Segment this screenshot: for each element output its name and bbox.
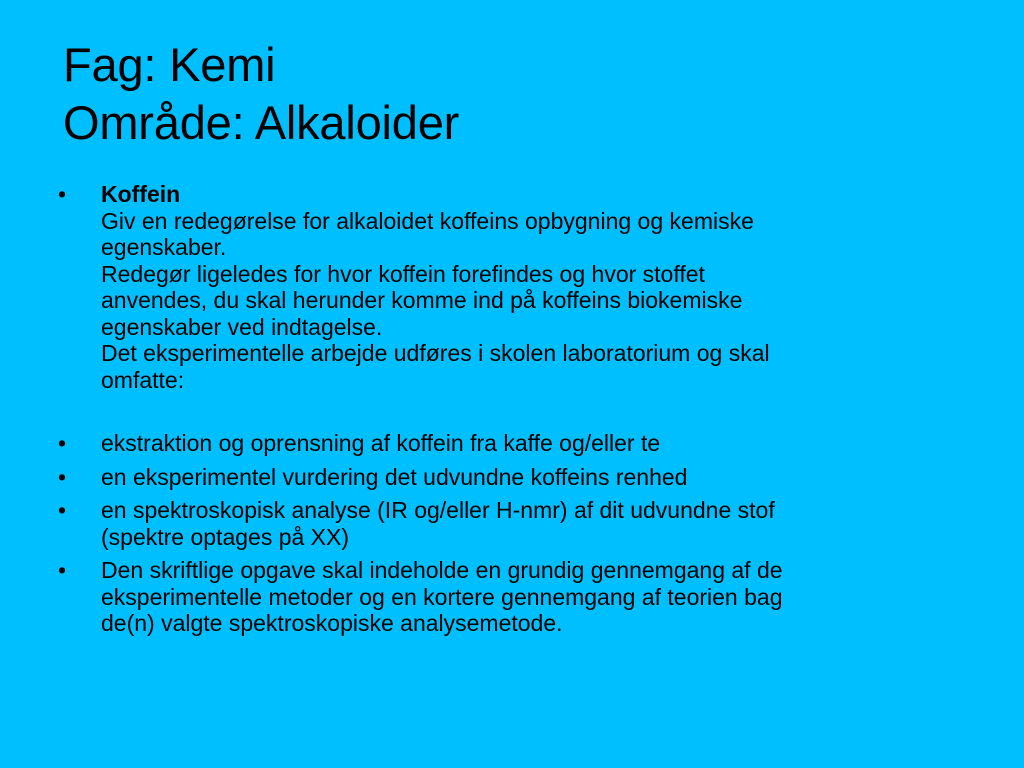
bullet-marker: • (58, 557, 67, 583)
list-item-text (101, 497, 958, 550)
title-subject: Fag: Kemi (63, 38, 276, 91)
slide-content (58, 181, 958, 644)
intro-heading: Koffein (101, 181, 181, 207)
title-area: Område: Alkaloider (63, 96, 460, 149)
bullet-marker: • (58, 463, 67, 490)
bullet-marker: • (58, 497, 67, 523)
bullet-marker: • (58, 430, 67, 456)
list-item-line: ekstraktion og oprensning af koffein fra kaffe og/eller te (101, 430, 661, 456)
intro-line: anvendes, du skal herunder komme ind på koffeins biokemiske (101, 287, 743, 313)
bullet-marker: • (58, 181, 67, 207)
list-item-line: de(n) valgte spektroskopiske analysemetode. (101, 610, 563, 636)
list-item (58, 464, 958, 491)
list-item-text (101, 430, 958, 457)
list-item (58, 497, 958, 550)
intro-line: Det eksperimentelle arbejde udføres i skolen laboratorium og skal (101, 340, 770, 366)
intro-line: egenskaber ved indtagelse. (101, 313, 383, 340)
intro-line: Giv en redegørelse for alkaloidet koffeins opbygning og kemiske (101, 207, 754, 234)
intro-text (101, 181, 958, 393)
intro-bullet-item (58, 181, 958, 393)
intro-line: Redegør ligeledes for hvor koffein forefindes og hvor stoffet (101, 260, 705, 287)
intro-line: omfatte: (101, 366, 185, 393)
spacer (58, 393, 958, 430)
list-item-line: (spektre optages på XX) (101, 523, 350, 550)
list-item-line: en spektroskopisk analyse (IR og/eller H-nmr) af dit udvundne stof (101, 497, 775, 523)
list-item-line: eksperimentelle metoder og en kortere gennemgang af teorien bag (101, 583, 783, 610)
list-item (58, 430, 958, 457)
slide-title (63, 36, 963, 152)
intro-line: egenskaber. (101, 234, 227, 260)
list-item-line: en eksperimentel vurdering det udvundne koffeins renhed (101, 463, 688, 490)
list-item (58, 557, 958, 637)
list-item-line: Den skriftlige opgave skal indeholde en grundig gennemgang af de (101, 557, 783, 583)
list-item-text (101, 464, 958, 491)
list-item-text (101, 557, 958, 637)
